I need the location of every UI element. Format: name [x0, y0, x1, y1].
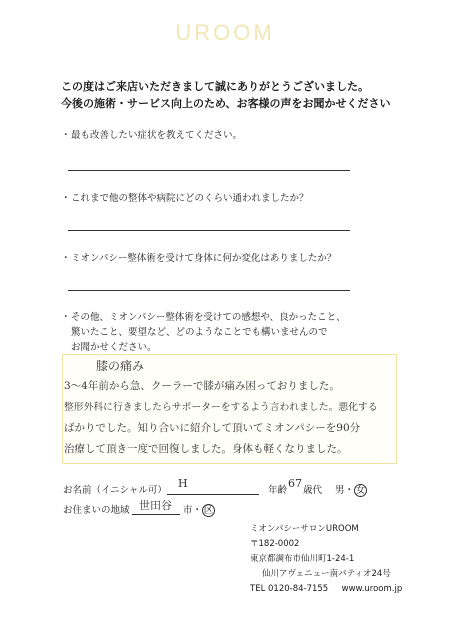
- city-label: 市: [183, 505, 193, 516]
- question-4-text-3: お聞かせください。: [71, 342, 157, 353]
- question-4: [61, 310, 346, 355]
- salon-contact: [250, 582, 402, 597]
- intro-line-2: 今後の施術・サービス向上のため、お客様の声をお聞かせください: [61, 97, 391, 110]
- age-value: 67: [288, 477, 302, 490]
- answer-title: 膝の痛み: [96, 359, 145, 373]
- salon-info: [250, 522, 402, 597]
- question-3-text: ミオンパシー整体術を受けて身体に何か変化はありましたか？: [71, 253, 337, 264]
- answer-line-3: [68, 290, 350, 291]
- answer-line-c: ばかりでした。知り合いに紹介して頂いてミオンパシーを90分: [64, 422, 361, 434]
- answer-line-a: 3〜4年前から急、クーラーで膝が痛み困っておりました。: [64, 380, 340, 392]
- answer-line-d: 治療して頂き一度で回復しました。身体も軽くなりました。: [64, 443, 348, 455]
- salon-url: www.uroom.jp: [341, 584, 403, 594]
- gender-separator: ・: [344, 485, 355, 496]
- intro-text: [61, 78, 391, 112]
- gender-male: 男: [335, 485, 345, 496]
- bullet: ・: [61, 253, 71, 264]
- bullet: ・: [61, 312, 71, 323]
- salon-address-2: 仙川アヴェニュー南パティオ24号: [262, 569, 391, 579]
- area-unit-selector: [183, 502, 215, 517]
- answer-line-2: [68, 230, 350, 231]
- area-separator: ・: [192, 505, 203, 516]
- question-2-text: これまで他の整体や病院にどのくらい通われましたか？: [71, 193, 309, 204]
- name-value: H: [178, 477, 188, 490]
- question-1-text: 最も改善したい症状を教えてください。: [71, 130, 243, 141]
- area-line: [132, 514, 180, 515]
- salon-address-1: 東京都調布市仙川町1-24-1: [250, 554, 355, 564]
- question-1: [61, 128, 242, 143]
- answer-line-1: [68, 170, 350, 171]
- salon-zip: 〒182-0002: [250, 539, 300, 549]
- gender-female-circled: 女: [355, 485, 366, 496]
- area-value: 世田谷: [139, 499, 172, 512]
- bullet: ・: [61, 193, 71, 204]
- ward-label-circled: 区: [203, 505, 214, 516]
- name-label: お名前（イニシャル可）: [63, 485, 167, 496]
- question-3: [61, 251, 336, 266]
- name-line: [167, 494, 259, 495]
- brand-logo: UROOM: [175, 20, 275, 45]
- salon-name: ミオンパシーサロンUROOM: [250, 524, 359, 534]
- answer-line-b: 整形外科に行きましたらサポーターをするよう言われました。悪化する: [64, 402, 378, 413]
- question-4-text-1: その他、ミオンパシー整体術を受けての感想や、良かったこと、: [71, 312, 346, 323]
- area-label: お住まいの地域: [63, 505, 130, 516]
- age-label: 年齢: [268, 485, 288, 496]
- bullet: ・: [61, 130, 71, 141]
- question-2: [61, 191, 309, 206]
- gender-selector: [335, 482, 367, 497]
- question-4-text-2: 驚いたこと、要望など、どのようなことでも構いませんので: [71, 327, 328, 338]
- salon-phone: TEL 0120-84-7155: [250, 584, 329, 594]
- intro-line-1: この度はご来店いただきまして誠にありがとうございました。: [61, 80, 369, 93]
- age-suffix: 歳代: [303, 485, 323, 496]
